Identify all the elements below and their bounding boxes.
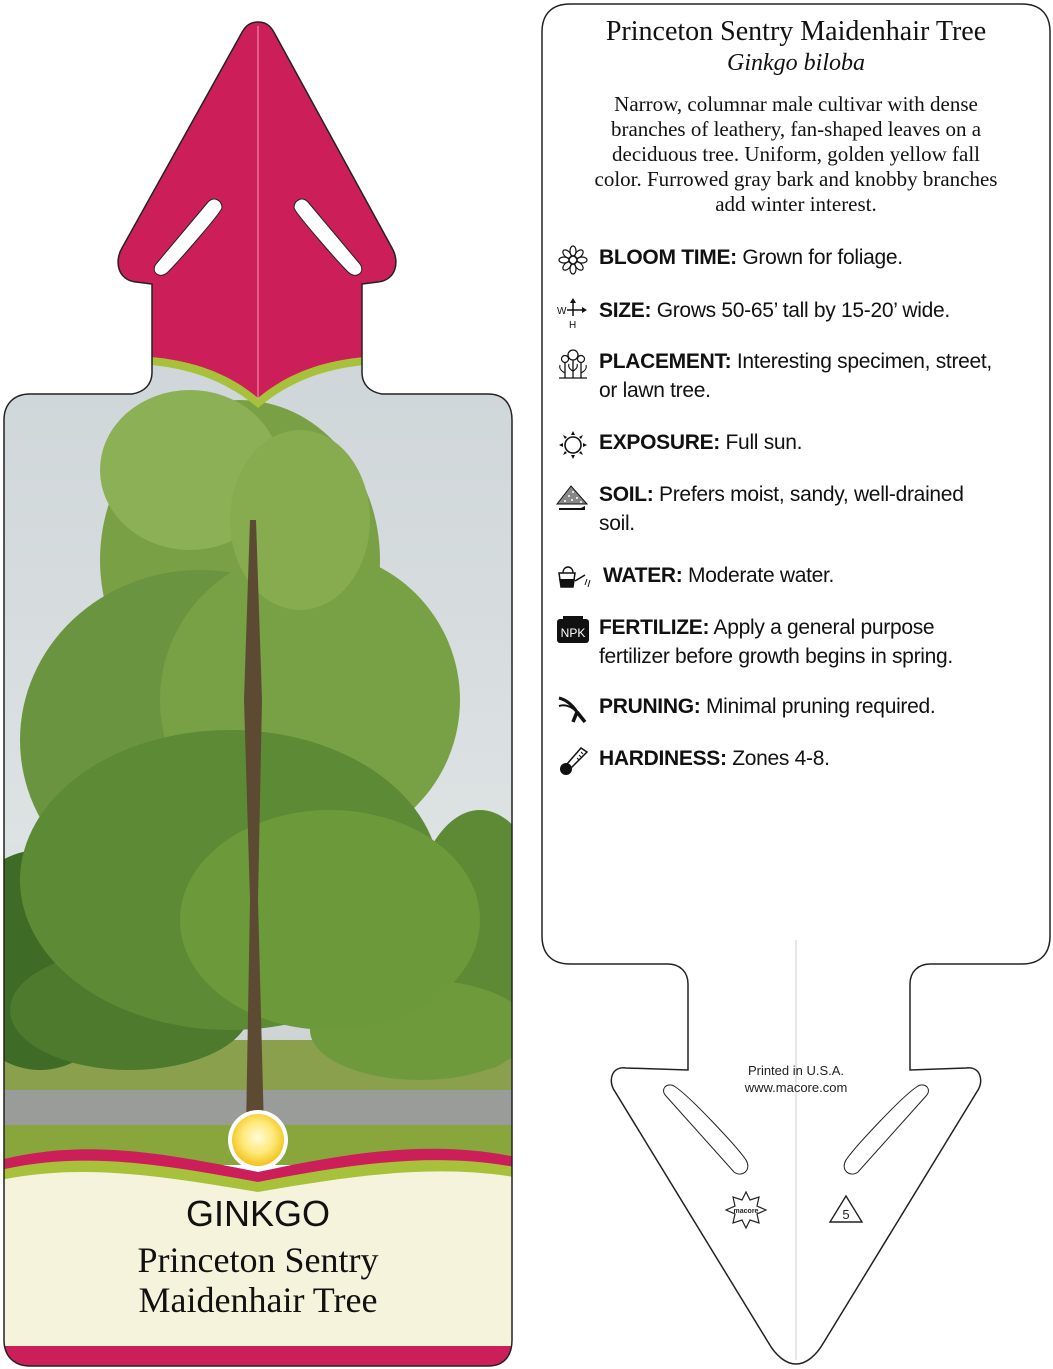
back-title: Princeton Sentry Maidenhair Tree — [605, 16, 987, 47]
fertilizer-bag-label: NPK — [560, 626, 586, 640]
care-text: Interesting specimen, street, — [731, 350, 992, 373]
description-line: color. Furrowed gray bark and knobby branches — [594, 167, 998, 191]
care-text: Apply a general purpose — [709, 616, 935, 639]
care-text: Grown for foliage. — [736, 246, 903, 269]
size-icon-w: W — [557, 306, 567, 317]
description-line: branches of leathery, fan-shaped leaves on a — [610, 117, 982, 141]
care-text-continued: fertilizer before growth begins in spring. — [599, 645, 953, 668]
care-label: HARDINESS: — [599, 747, 727, 770]
care-text: Moderate water. — [682, 564, 835, 587]
care-label: PRUNING: — [599, 695, 701, 718]
description-line: add winter interest. — [715, 192, 877, 216]
care-text: Minimal pruning required. — [700, 695, 936, 718]
thermometer-icon — [555, 746, 591, 776]
fertilizer-bag-icon — [555, 615, 591, 645]
care-label: PLACEMENT: — [599, 350, 732, 373]
printed-in-text: Printed in U.S.A. — [747, 1063, 845, 1078]
flower-icon — [555, 245, 591, 275]
care-text: Grows 50-65’ tall by 15-20’ wide. — [651, 299, 950, 322]
care-label: SIZE: — [599, 299, 652, 322]
botanical-name: Ginkgo biloba — [727, 50, 865, 76]
care-label: SOIL: — [599, 483, 654, 506]
pruners-icon — [555, 694, 591, 724]
sun-icon — [555, 430, 591, 460]
cultivar-name-line-1: Princeton Sentry — [137, 1240, 379, 1280]
macore-logo-text: macore — [733, 1208, 759, 1215]
care-label: FERTILIZE: — [599, 616, 710, 639]
watering-can-icon — [555, 563, 591, 593]
care-label: EXPOSURE: — [599, 431, 720, 454]
recycle-number: 5 — [842, 1207, 850, 1222]
soil-trowel-icon — [555, 482, 591, 512]
description-line: Narrow, columnar male cultivar with dense — [614, 92, 978, 116]
care-text-continued: soil. — [599, 512, 635, 535]
cultivar-name-line-2: Maidenhair Tree — [138, 1280, 378, 1320]
care-text: Prefers moist, sandy, well-drained — [653, 483, 964, 506]
plants-icon — [555, 349, 591, 379]
size-icon-h: H — [569, 320, 577, 328]
common-name: GINKGO — [185, 1193, 331, 1234]
care-text: Full sun. — [720, 431, 803, 454]
care-text-continued: or lawn tree. — [599, 379, 711, 402]
care-label: WATER: — [603, 564, 683, 587]
website-text: www.macore.com — [744, 1080, 848, 1095]
care-label: BLOOM TIME: — [599, 246, 737, 269]
full-sun-icon — [228, 1110, 288, 1170]
description-line: deciduous tree. Uniform, golden yellow fall — [612, 142, 980, 166]
size-arrows-icon — [555, 298, 591, 328]
description — [550, 92, 1042, 217]
care-text: Zones 4-8. — [726, 747, 830, 770]
tree-photo — [0, 360, 550, 1165]
